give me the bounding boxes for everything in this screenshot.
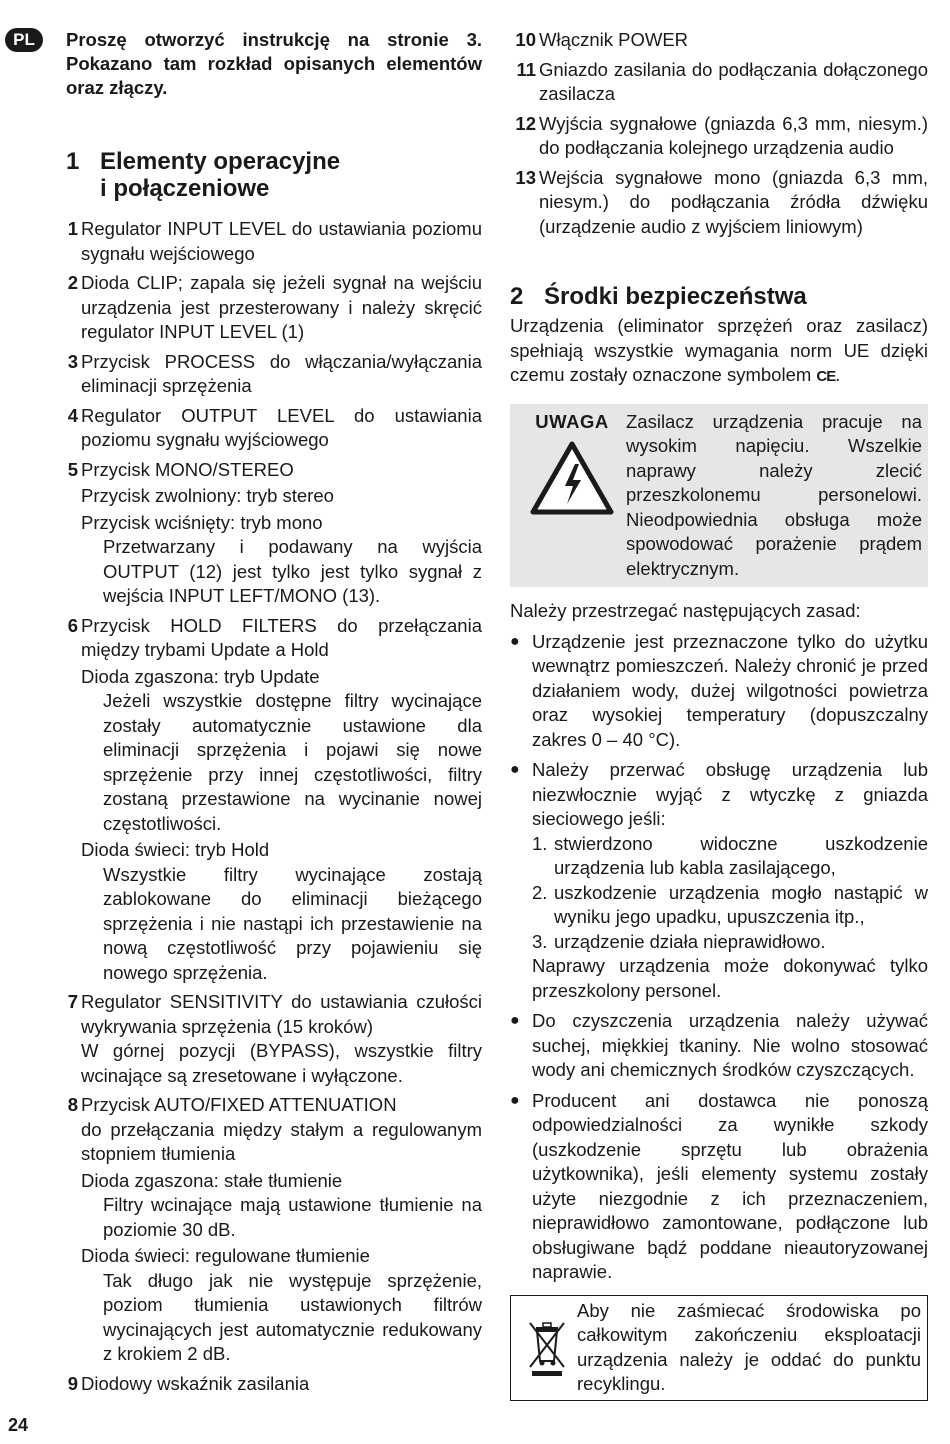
rules-intro: Należy przestrzegać następujących zasad: — [510, 600, 861, 621]
item-number: 9 — [67, 1372, 78, 1394]
item-text: Regulator OUTPUT LEVEL do ustawiania poziomu sygnału wyjściowego — [81, 404, 482, 450]
bullet-icon: ● — [510, 632, 520, 650]
item-number: 8 — [67, 1094, 78, 1115]
item-text: Przycisk PROCESS do włączania/wyłączania eliminacji sprzężenia — [81, 350, 482, 396]
item-text: Przycisk HOLD FILTERS do przełączania między trybami Update a Hold — [81, 614, 482, 660]
section2-title: Środki bezpieczeństwa — [544, 283, 807, 310]
item-text: do przełączania między stałym a regulowanym stopniem tłumienia — [81, 1118, 482, 1164]
section2-intro-text: Urządzenia (eliminator sprzężeń oraz zasilacz) spełniają wszystkie wymagania norm UE dzięki czemu zostały oznaczone symbolem — [510, 315, 928, 385]
item-text: Przycisk AUTO/FIXED ATTENUATION — [81, 1094, 397, 1115]
numbered-item — [532, 930, 928, 955]
item-description: Filtry wcinające mają ustawione tłumienie na poziomie 30 dB. — [103, 1194, 482, 1240]
bullet-text: Urządzenie jest przeznaczone tylko do użytku wewnątrz pomieszczeń. Należy chronić je przed działaniem wody, dużej wilgotności powietrza oraz wysokiej temperatury (dopuszczalny zakres 0 – 40 °C). — [532, 630, 928, 750]
list-item — [66, 404, 482, 453]
item-subtext: Dioda zgaszona: tryb Update — [81, 665, 320, 687]
numbered-item — [532, 832, 928, 881]
item-number: 4 — [67, 404, 78, 426]
item-text: Diodowy wskaźnik zasilania — [81, 1372, 310, 1394]
left-column — [66, 28, 482, 1396]
list-item — [66, 1093, 482, 1367]
item-number: 3 — [67, 350, 78, 372]
high-voltage-icon — [529, 440, 615, 516]
list-item — [66, 458, 482, 609]
item-number: 1 — [67, 218, 78, 239]
bullet-text: Do czyszczenia urządzenia należy używać suchej, miękkiej tkaniny. Nie wolno stosować wody ani chemicznych środków czyszczących. — [532, 1010, 928, 1080]
item-number: 11 — [516, 58, 536, 80]
list-item — [66, 350, 482, 399]
page-number: 24 — [8, 1415, 29, 1435]
item-number: 5 — [67, 458, 78, 480]
numbered-item-text: uszkodzenie urządzenia mogło nastąpić w wyniku jego upadku, upuszczenia itp., — [554, 881, 928, 927]
ce-mark: CE — [816, 368, 836, 385]
section1-heading — [66, 148, 482, 202]
bullet-text: Naprawy urządzenia może dokonywać tylko przeszkolony personel. — [532, 955, 928, 1001]
item-text: Regulator SENSITIVITY do ustawiania czułości wykrywania sprzężenia (15 kroków) — [81, 991, 482, 1037]
bullet-icon: ● — [510, 761, 520, 778]
bullet-text: Producent ani dostawca nie ponoszą odpowiedzialności za wynikłe szkody (uszkodzenie sprzętu lub obrażenia użytkownika), jeśli elementy systemu zostały użyte niezgodnie z ich przeznaczeniem, nieprawidłowo zamontowane, podłączone lub obsługiwane bądź poddane nieautoryzowanej naprawie. — [532, 1089, 928, 1282]
section1-number: 1 — [66, 148, 80, 175]
item-number: 2 — [67, 272, 78, 293]
numbered-item-key: 2. — [532, 881, 548, 903]
list-item — [66, 614, 482, 986]
item-number: 10 — [515, 29, 536, 50]
item-text: Włącznik POWER — [539, 29, 689, 50]
right-column — [510, 28, 928, 1401]
section2-heading — [510, 283, 928, 310]
numbered-item-key: 1. — [532, 832, 548, 854]
list-item — [510, 1009, 928, 1083]
language-badge: PL — [5, 28, 43, 52]
section2-number: 2 — [510, 283, 524, 310]
list-item — [510, 630, 928, 753]
item-text: Przycisk MONO/STEREO — [81, 458, 294, 480]
section1-title-line1: Elementy operacyjne — [100, 148, 341, 175]
warning-box — [510, 404, 928, 588]
list-item — [66, 271, 482, 345]
item-text: Regulator INPUT LEVEL do ustawiania poziomu sygnału wejściowego — [81, 218, 482, 264]
item-subtext: Przycisk wciśnięty: tryb mono — [81, 511, 323, 533]
numbered-item-text: stwierdzono widoczne uszkodzenie urządzenia lub kabla zasilającego, — [554, 832, 928, 878]
item-subtext: Dioda świeci: regulowane tłumienie — [81, 1245, 370, 1266]
item-subtext: Dioda zgaszona: stałe tłumienie — [81, 1169, 343, 1191]
recycling-notice — [510, 1295, 928, 1401]
list-item — [66, 217, 482, 266]
item-description: Wszystkie filtry wycinające zostają zablokowane do eliminacji bieżącego sprzężenia i nie nastąpi ich przestawienie na nową częstotliwość przy pojawieniu się nowego sprzężenia. — [103, 863, 482, 983]
item-description: W górnej pozycji (BYPASS), wszystkie filtry wcinające są zresetowane i wyłączone. — [81, 1040, 482, 1086]
recycling-text: Aby nie zaśmiecać środowiska po całkowitym zakończeniu eksploatacji urządzenia należy je oddać do punktu recyklingu. — [577, 1299, 921, 1394]
item-number: 6 — [67, 614, 78, 636]
item-description: Tak długo jak nie występuje sprzężenie, poziom tłumienia ustawionych filtrów wycinających jest automatycznie redukowany z krokiem 2 dB. — [103, 1269, 482, 1364]
list-item — [510, 58, 928, 107]
numbered-item-key: 3. — [532, 930, 548, 952]
list-item — [510, 758, 928, 1003]
item-text: Dioda CLIP; zapala się jeżeli sygnał na wejściu urządzenia jest przesterowany i należy skręcić regulator INPUT LEVEL (1) — [81, 272, 482, 342]
item-subtext: Dioda świeci: tryb Hold — [81, 839, 270, 860]
item-text: Gniazdo zasilania do podłączania dołączonego zasilacza — [539, 58, 928, 104]
item-subtext: Przycisk zwolniony: tryb stereo — [81, 485, 334, 506]
warning-text: Zasilacz urządzenia pracuje na wysokim napięciu. Wszelkie naprawy należy zlecić przeszkolonemu personelowi. Nieodpowiednia obsługa może spowodować porażenie prądem elektrycznym. — [626, 410, 922, 579]
list-item — [510, 112, 928, 161]
list-item — [66, 990, 482, 1088]
item-text: Wejścia sygnałowe mono (gniazda 6,3 mm, niesym.) do podłączania źródła dźwięku (urządzenie audio z wyjściem liniowym) — [539, 166, 928, 237]
warning-label: UWAGA — [535, 410, 609, 432]
numbered-item-text: urządzenie działa nieprawidłowo. — [554, 930, 826, 952]
section2-intro: Urządzenia (eliminator sprzężeń oraz zasilacz) spełniają wszystkie wymagania norm UE dzięki czemu zostały oznaczone symbolem CE. — [510, 315, 928, 385]
item-number: 13 — [515, 166, 536, 188]
list-item — [510, 166, 928, 240]
crossed-bin-icon — [522, 1317, 572, 1379]
item-description: Jeżeli wszystkie dostępne filtry wycinające zostały automatycznie ustawione dla eliminacji sprzężenia i pojawi się nowe sprzężenie przy innej częstotliwości, filtry zostaną przestawione na wycinanie nowej częstotliwości. — [103, 690, 482, 834]
list-item — [66, 1372, 482, 1397]
bullet-text: Należy przerwać obsługę urządzenia lub niezwłocznie wyjąć z wtyczkę z gniazda sieciowego jeśli: — [532, 759, 928, 829]
item-description: Przetwarzany i podawany na wyjścia OUTPUT (12) jest tylko jest tylko sygnał z wejścia INPUT LEFT/MONO (13). — [103, 536, 482, 606]
bullet-icon: ● — [510, 1012, 520, 1029]
list-item — [510, 1089, 928, 1285]
list-item — [510, 28, 928, 53]
item-number: 7 — [67, 991, 78, 1012]
bullet-icon: ● — [510, 1091, 520, 1109]
numbered-item — [532, 881, 928, 930]
item-number: 12 — [515, 112, 536, 134]
section1-title-line2: i połączeniowe — [100, 175, 270, 202]
intro-text: Proszę otworzyć instrukcję na stronie 3. Pokazano tam rozkład opisanych elementów oraz złączy. — [66, 29, 482, 98]
item-text: Wyjścia sygnałowe (gniazda 6,3 mm, niesym.) do podłączania kolejnego urządzenia audio — [539, 112, 928, 158]
